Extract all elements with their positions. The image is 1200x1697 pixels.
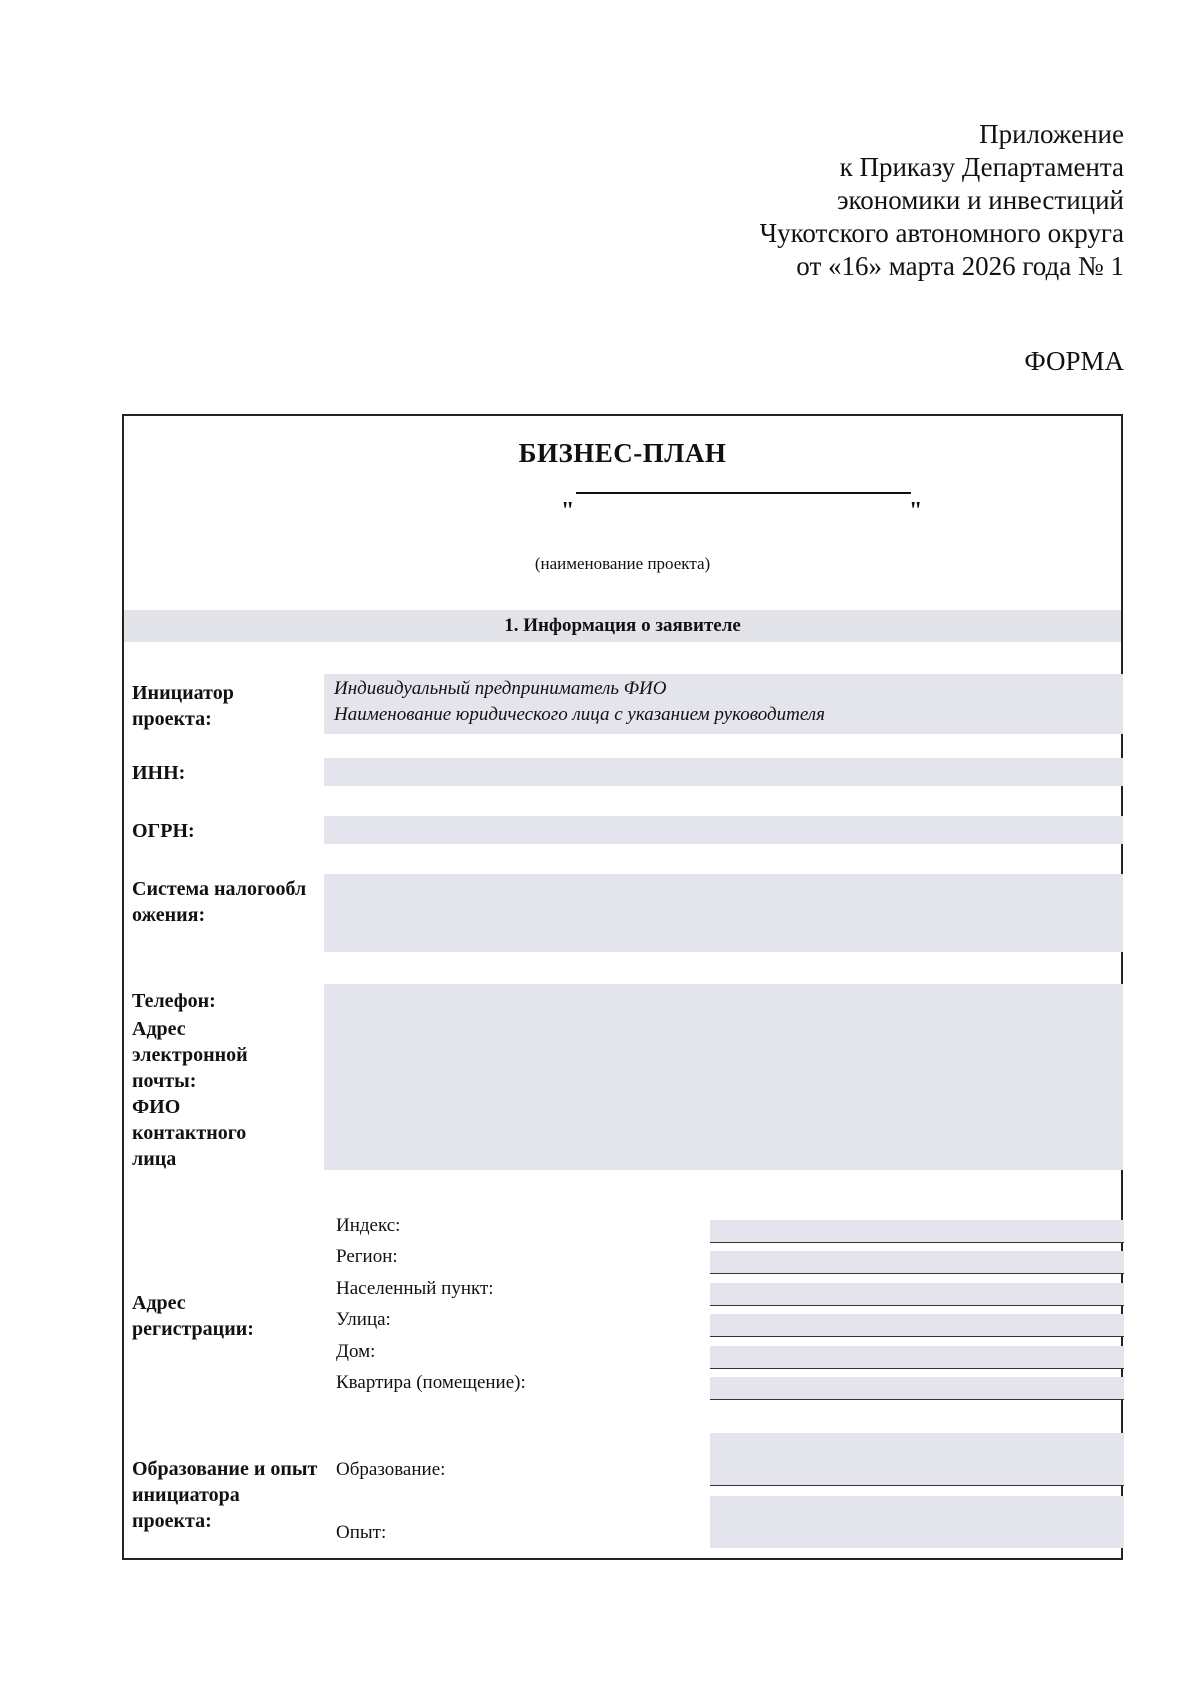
address-line: [710, 1242, 1124, 1243]
education-experience-label: Образование и опыт инициатора проекта:: [132, 1458, 318, 1532]
ogrn-field[interactable]: [324, 816, 1123, 844]
appendix-line: к Приказу Департамента: [839, 152, 1124, 182]
inn-label: ИНН:: [132, 762, 186, 784]
business-plan-form: [122, 414, 1123, 1560]
document-title: БИЗНЕС-ПЛАН: [518, 438, 727, 468]
address-region-label: Регион:: [336, 1246, 398, 1267]
initiator-label: Инициатор проекта:: [132, 682, 234, 730]
address-region-field[interactable]: [710, 1251, 1124, 1273]
project-name-line[interactable]: [576, 492, 911, 494]
address-street-field[interactable]: [710, 1314, 1124, 1336]
address-line: [710, 1368, 1124, 1369]
appendix-line: от «16» марта 2026 года № 1: [796, 251, 1124, 281]
section-1-title: 1. Информация о заявителе: [124, 610, 1121, 642]
ogrn-label: ОГРН:: [132, 820, 195, 842]
appendix-line: Чукотского автономного округа: [759, 218, 1124, 248]
appendix-line: Приложение: [979, 119, 1124, 149]
tax-system-label: Система налогообложения:: [132, 878, 307, 926]
address-locality-label: Населенный пункт:: [336, 1278, 494, 1299]
initiator-value-ip: Индивидуальный предприниматель ФИО: [334, 678, 667, 699]
address-house-field[interactable]: [710, 1346, 1124, 1368]
education-label: Образование:: [336, 1459, 446, 1480]
address-street-label: Улица:: [336, 1309, 391, 1330]
contacts-field[interactable]: [324, 984, 1123, 1170]
project-name-caption: (наименование проекта): [534, 554, 711, 573]
address-locality-field[interactable]: [710, 1283, 1124, 1305]
address-index-field[interactable]: [710, 1220, 1124, 1242]
address-label: Адрес регистрации:: [132, 1292, 254, 1340]
address-line: [710, 1399, 1124, 1400]
form-label: ФОРМА: [1024, 346, 1124, 376]
education-line: [710, 1485, 1124, 1486]
initiator-value-legal: Наименование юридического лица с указанием руководителя: [334, 704, 825, 725]
address-line: [710, 1305, 1124, 1306]
experience-label: Опыт:: [336, 1522, 387, 1543]
quote-open: ": [561, 498, 575, 524]
phone-label: Телефон:: [132, 990, 216, 1012]
appendix-line: экономики и инвестиций: [836, 185, 1124, 215]
quote-close: ": [909, 498, 923, 524]
address-apartment-field[interactable]: [710, 1377, 1124, 1399]
inn-field[interactable]: [324, 758, 1123, 786]
address-line: [710, 1273, 1124, 1274]
appendix-header: [760, 118, 1124, 283]
address-apartment-label: Квартира (помещение):: [336, 1372, 526, 1393]
email-label: Адрес электронной почты:: [132, 1018, 248, 1092]
education-field[interactable]: [710, 1433, 1124, 1485]
address-house-label: Дом:: [336, 1341, 376, 1362]
contact-person-label: ФИО контактного лица: [132, 1096, 247, 1170]
experience-field[interactable]: [710, 1496, 1124, 1548]
address-index-label: Индекс:: [336, 1215, 401, 1236]
address-line: [710, 1336, 1124, 1337]
tax-system-field[interactable]: [324, 874, 1123, 952]
